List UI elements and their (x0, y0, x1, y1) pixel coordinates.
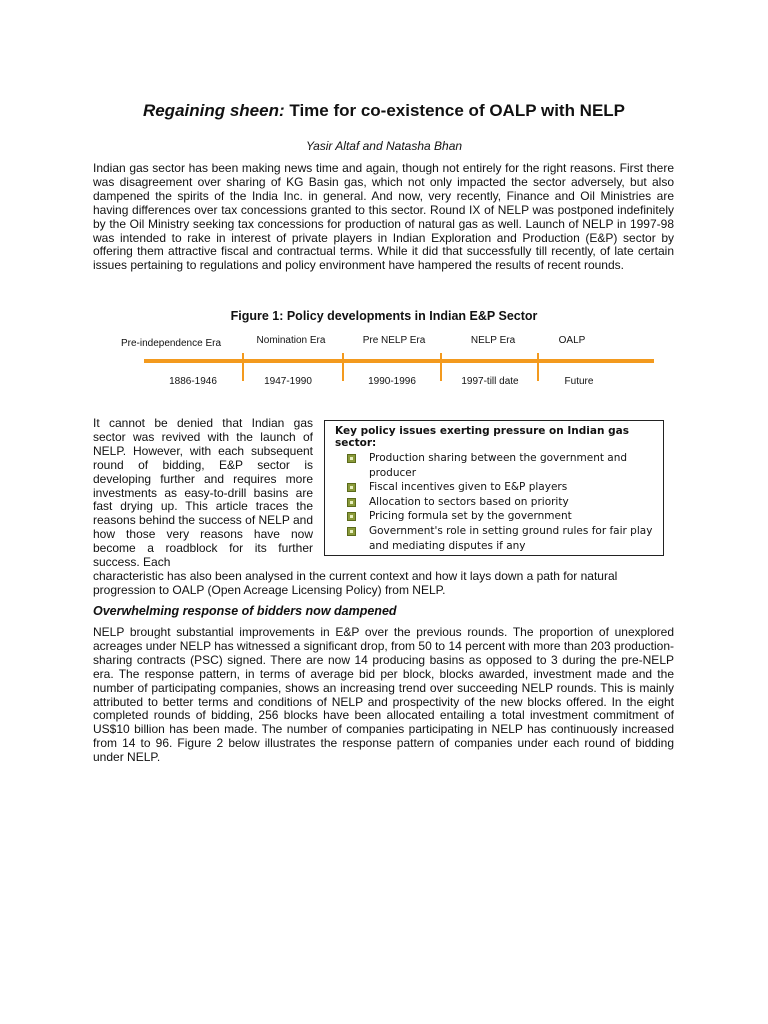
square-bullet-icon (347, 512, 356, 521)
period-label: 1997-till date (461, 376, 519, 387)
era-label: OALP (558, 335, 586, 346)
figure-title: Figure 1: Policy developments in Indian E&P Sector (230, 309, 538, 323)
key-issue-item (347, 480, 655, 495)
key-issue-item (347, 451, 655, 480)
title-italic-part: Regaining sheen: (142, 101, 285, 120)
key-issue-text: Pricing formula set by the government (369, 510, 572, 523)
section-heading: Overwhelming response of bidders now dampened (93, 604, 397, 618)
key-issue-item (347, 509, 655, 524)
square-bullet-icon (347, 483, 356, 492)
key-issues-title: Key policy issues exerting pressure on Indian gas sector: (335, 425, 629, 449)
continued-paragraph: characteristic has also been analysed in the current context and how it lays down a path for natural progression to OALP (Open Acreage Licensing Policy) from NELP. (93, 569, 618, 597)
period-label: Future (564, 376, 594, 387)
key-issue-text: Production sharing between the government and producer (369, 452, 628, 479)
article-title (0, 101, 768, 121)
era-label: Pre-independence Era (120, 338, 222, 349)
key-issue-text: Government's role in setting ground rules for fair play and mediating disputes if any (369, 524, 653, 552)
square-bullet-icon (347, 527, 356, 536)
key-issue-item (347, 524, 655, 553)
era-label: NELP Era (470, 335, 516, 346)
period-label: 1990-1996 (368, 376, 416, 387)
intro-paragraph: Indian gas sector has been making news time and again, though not entirely for the right reasons. First there was disagreement over sharing of KG Basin gas, which not only impacted the sector adversely, but also dampened the spirits of the India Inc. in general. And now, very recently, Finance and Oil Ministries are having differences over tax concessions granted to this sector. Round IX of NELP was postponed indefinitely by the Oil Ministry seeking tax concessions for production of natural gas as well. Launch of NELP in 1997-98 was intended to rake in interest of private players in Indian Exploration and Production (E&P) sector by offering them attractive fiscal and contractual terms. While it did that successfully till recently, of late certain issues pertaining to regulations and policy environment have hampered the results of recent rounds. (93, 161, 674, 273)
square-bullet-icon (347, 498, 356, 507)
key-issue-item (347, 495, 655, 510)
period-label: 1886-1946 (169, 376, 217, 387)
author-line: Yasir Altaf and Natasha Bhan (305, 139, 463, 153)
period-label: 1947-1990 (264, 376, 312, 387)
key-issue-text: Fiscal incentives given to E&P players (369, 481, 568, 494)
wrapped-paragraph: It cannot be denied that Indian gas sector was revived with the launch of NELP. However, with each subsequent round of bidding, E&P sector is developing further and requires more investments as easy-to-drill basins are fast drying up. This article traces the reasons behind the success of NELP and how those very reasons have now become a roadblock for its further success. Each (93, 416, 313, 570)
title-main-part: Time for co-existence of OALP with NELP (284, 101, 626, 120)
key-issues-box (324, 420, 664, 556)
policy-timeline (0, 325, 768, 395)
key-issues-list (335, 451, 655, 553)
section-paragraph: NELP brought substantial improvements in E&P over the previous rounds. The proportion of unexplored acreages under NELP has witnessed a significant drop, from 50 to 14 percent with more than 203 production-sharing contracts (PSC) signed. There are now 14 producing basins as opposed to 3 during the pre-NELP era. The response pattern, in terms of average bid per block, blocks awarded, investment made and the number of participating companies, shows an increasing trend over succeeding NELP rounds. This is mainly attributed to better terms and conditions of NELP and prospectivity of the new blocks offered. In the eight completed rounds of bidding, 256 blocks have been allocated entailing a total investment commitment of US$10 billion has been made. The number of companies participating in NELP has continuously increased from 14 to 96. Figure 2 below illustrates the response pattern of companies under each round of bidding under NELP. (93, 625, 674, 765)
square-bullet-icon (347, 454, 356, 463)
key-issue-text: Allocation to sectors based on priority (369, 495, 569, 508)
era-label: Pre NELP Era (362, 335, 426, 346)
era-label: Nomination Era (256, 335, 326, 346)
